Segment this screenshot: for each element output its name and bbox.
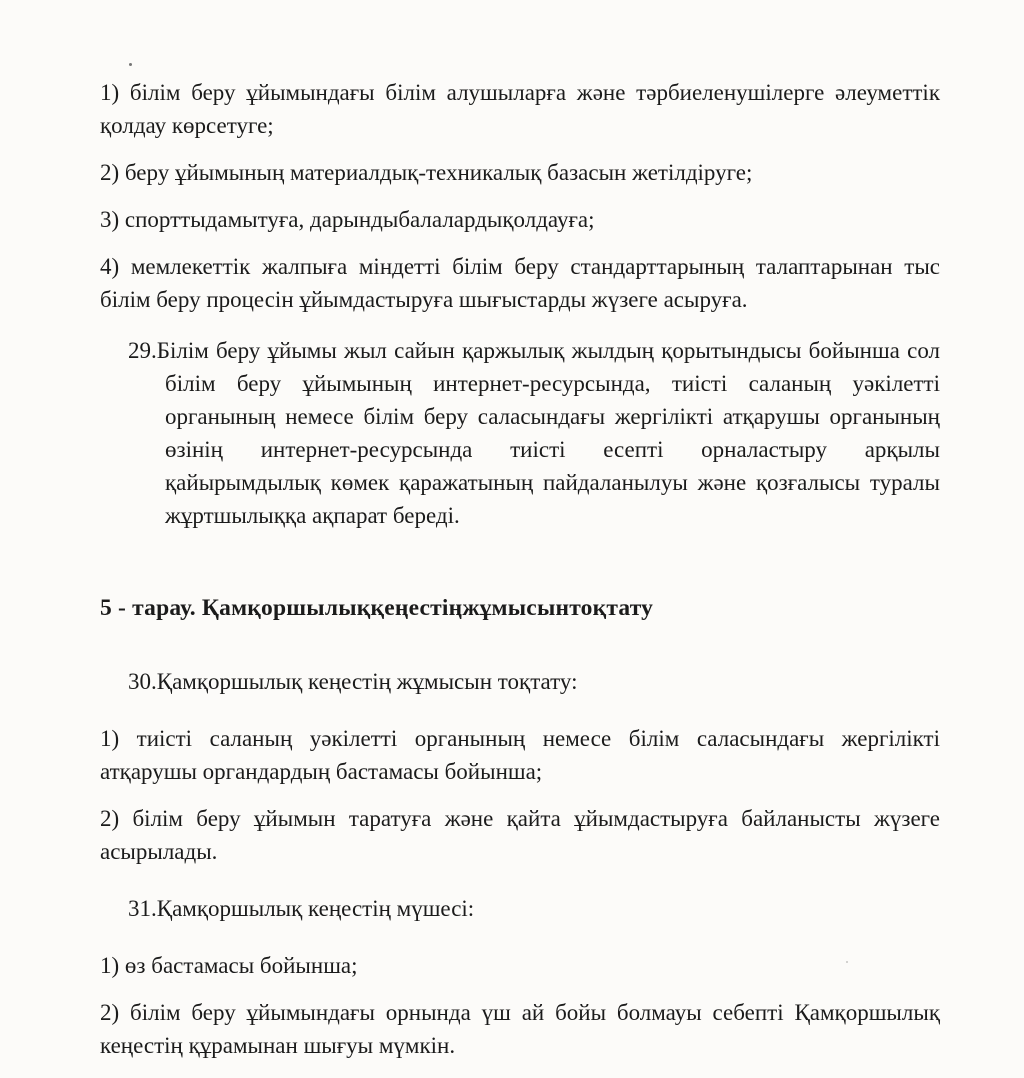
scan-speckle — [846, 961, 848, 963]
list-item-education-standards: 4) мемлекеттік жалпыға міндетті білім беру стандарттарының талаптарынан тыс білім беру процесін ұйымдастыруға шығыстарды жүзеге асыруға. — [100, 254, 940, 312]
paragraph-31: 31.Қамқоршылық кеңестің мүшесі: — [128, 896, 475, 921]
paragraph-30: 30.Қамқоршылық кеңестің жұмысын тоқтату: — [128, 669, 578, 694]
list-item-termination-initiative: 1) тиісті саланың уәкілетті органының немесе білім саласындағы жергілікті атқарушы органдардың бастамасы бойынша; — [100, 726, 940, 784]
list-item-member-absence: 2) білім беру ұйымындағы орнында үш ай бойы болмауы себепті Қамқоршылық кеңестің құрамынан шығуы мүмкін. — [100, 1000, 940, 1058]
list-item-sport-support: 3) спорттыдамытуға, дарындыбалалардықолдауға; — [100, 207, 595, 232]
list-item-social-support: 1) білім беру ұйымындағы білім алушыларға және тәрбиеленушілерге әлеуметтік қолдау көрсетуге; — [100, 80, 940, 138]
scan-speckle — [300, 1012, 302, 1014]
chapter-heading: 5 - тарау. Қамқоршылыққеңестіңжұмысынтоқтату — [100, 595, 654, 621]
paragraph-29: 29.Білім беру ұйымы жыл сайын қаржылық жылдың қорытындысы бойынша сол білім беру ұйымының интернет-ресурсында, тиісті саланың уәкілетті органының немесе білім беру саласындағы жергілікті атқарушы органының өзінің интернет-ресурсында тиісті есепті орналастыру арқылы қайырымдылық көмек қаражатының пайдаланылуы және қозғалысы туралы жұртшылыққа ақпарат береді. — [128, 338, 940, 528]
list-item-member-own-initiative: 1) өз бастамасы бойынша; — [100, 953, 358, 978]
list-item-termination-reorg: 2) білім беру ұйымын таратуға және қайта ұйымдастыруға байланысты жүзеге асырылады. — [100, 806, 940, 864]
list-item-material-base: 2) беру ұйымының материалдық-техникалық базасын жетілдіруге; — [100, 160, 753, 185]
scan-speckle — [129, 63, 132, 66]
